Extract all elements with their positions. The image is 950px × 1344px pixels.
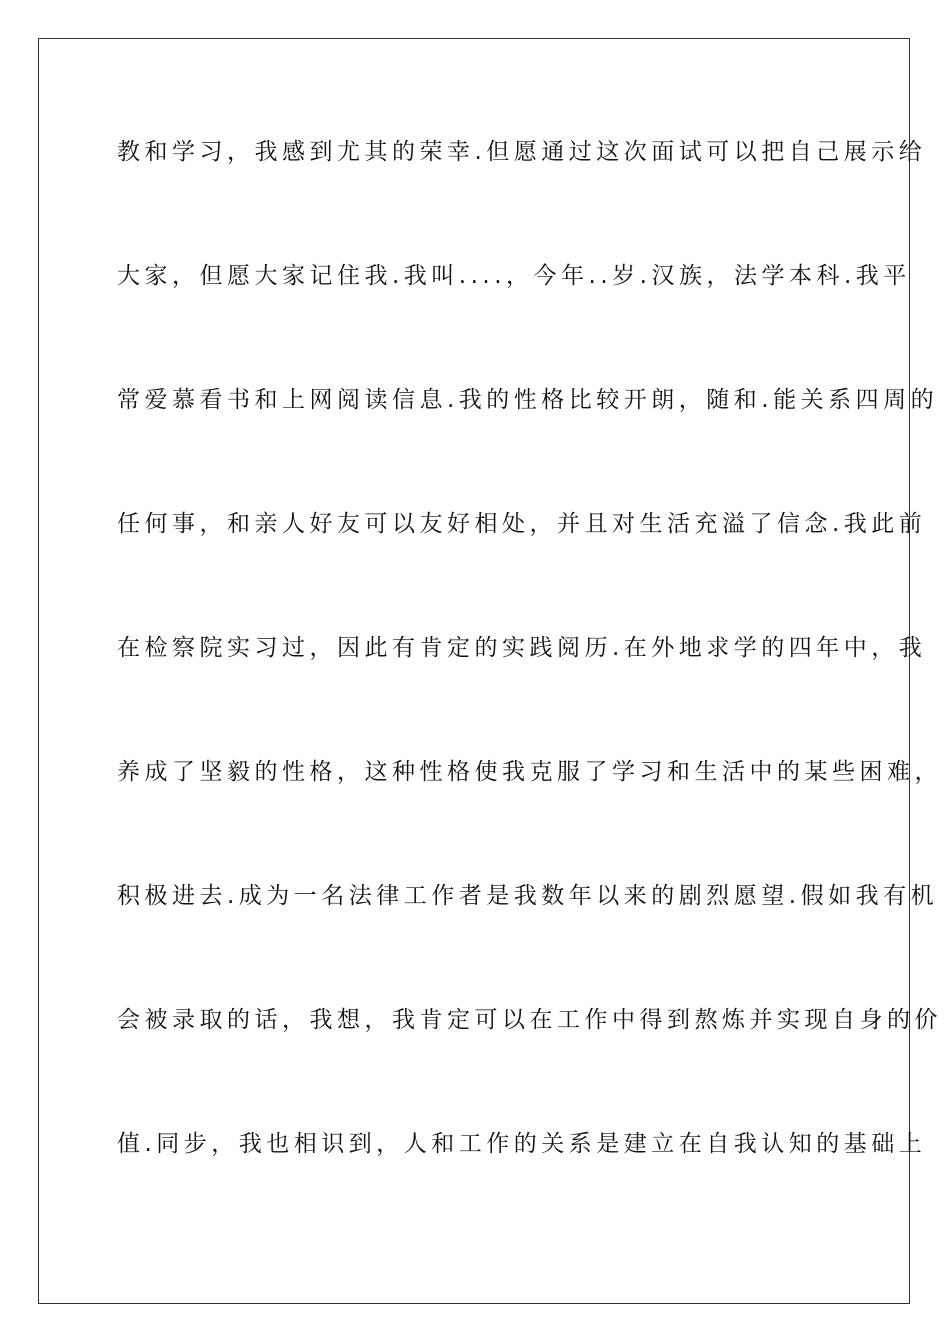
body-text-line-2: 大家，但愿大家记住我.我叫....，今年..岁.汉族，法学本科.我平 bbox=[117, 263, 911, 289]
body-text-line-5: 在检察院实习过，因此有肯定的实践阅历.在外地求学的四年中，我 bbox=[117, 635, 927, 661]
body-text-line-9: 值.同步，我也相识到，人和工作的关系是建立在自我认知的基础上 bbox=[117, 1131, 927, 1157]
page-border bbox=[38, 38, 942, 1304]
body-text-line-7: 积极进去.成为一名法律工作者是我数年以来的剧烈愿望.假如我有机 bbox=[117, 883, 939, 909]
body-text-line-6: 养成了坚毅的性格，这种性格使我克服了学习和生活中的某些困难， bbox=[117, 759, 942, 785]
body-text-line-3: 常爱慕看书和上网阅读信息.我的性格比较开朗，随和.能关系四周的 bbox=[117, 387, 939, 413]
body-text-line-8: 会被录取的话，我想，我肯定可以在工作中得到熬炼并实现自身的价 bbox=[117, 1007, 942, 1033]
body-text-line-4: 任何事，和亲人好友可以友好相处，并且对生活充溢了信念.我此前 bbox=[117, 511, 927, 537]
body-text-line-1: 教和学习，我感到尤其的荣幸.但愿通过这次面试可以把自己展示给 bbox=[117, 139, 927, 165]
